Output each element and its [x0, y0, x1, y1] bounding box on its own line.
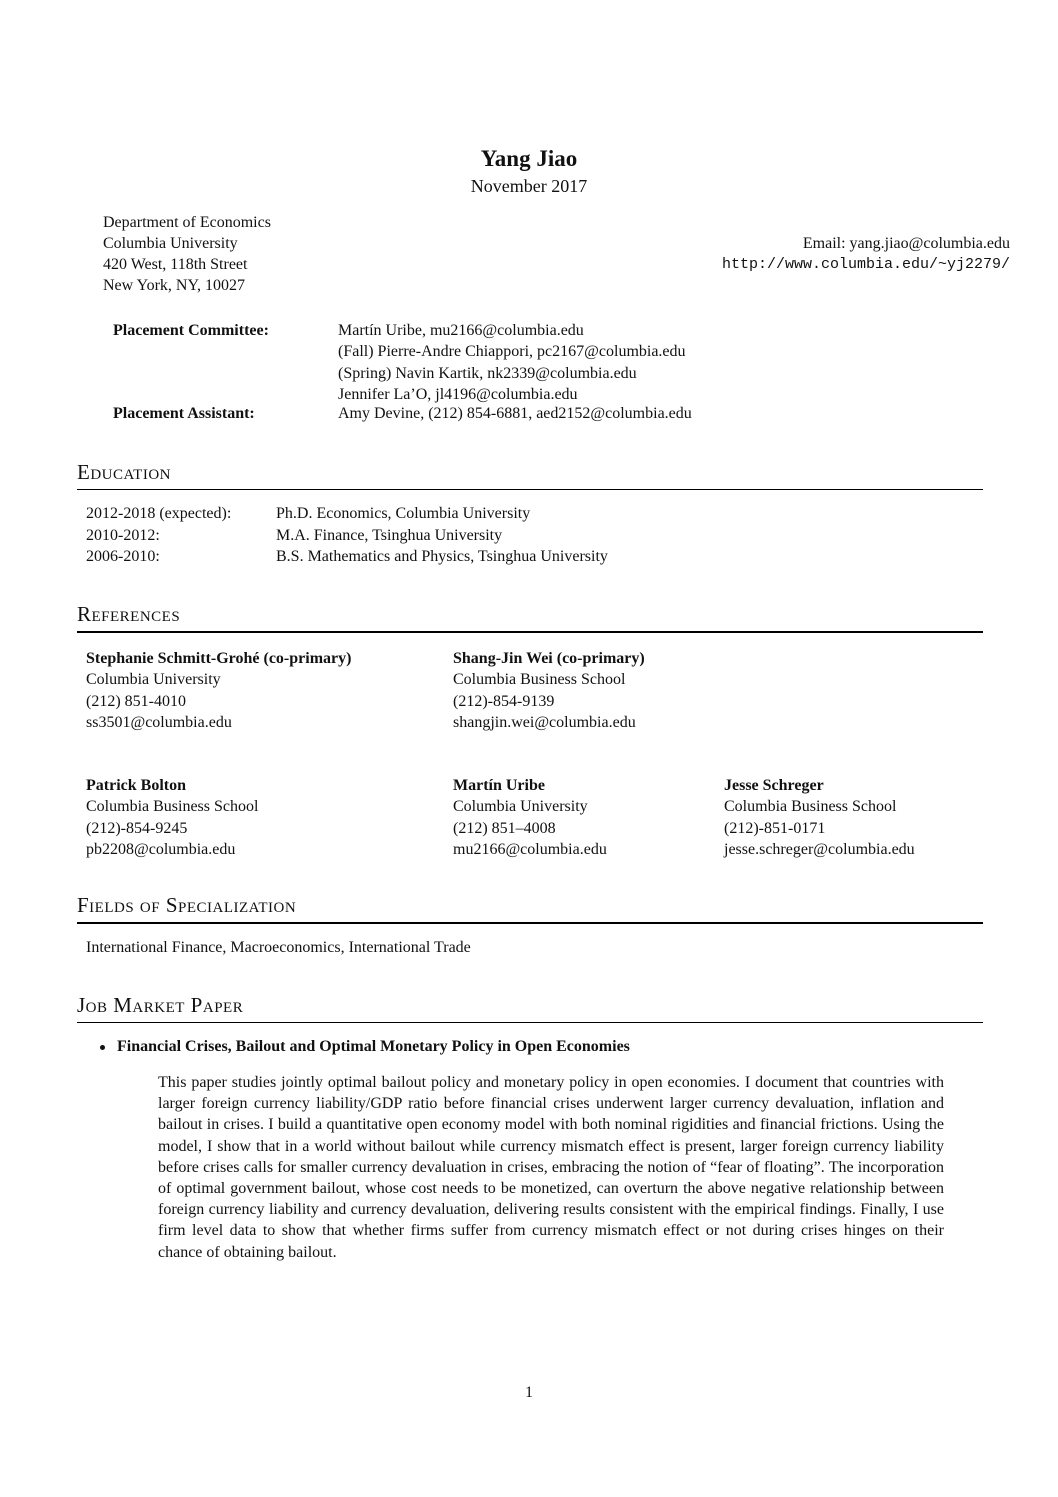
paper-title: Financial Crises, Bailout and Optimal Monetary Policy in Open Economies: [117, 1038, 630, 1055]
fields-section: [77, 892, 983, 924]
education-date: 2010-2012:: [86, 526, 160, 544]
placement-assistant: Amy Devine, (212) 854-6881, aed2152@columbia.edu: [338, 405, 692, 422]
section-title: References: [77, 602, 181, 626]
address-line: Department of Economics: [103, 214, 271, 231]
reference-affiliation: Columbia University: [86, 671, 221, 689]
reference-entry: [86, 775, 258, 860]
reference-entry: [86, 648, 351, 733]
education-list: [0, 505, 1058, 570]
reference-name: Shang-Jin Wei (co-primary): [453, 650, 645, 667]
cv-date: November 2017: [470, 176, 588, 196]
website-link[interactable]: http://www.columbia.edu/~yj2279/: [721, 256, 1010, 273]
section-rule: [77, 631, 983, 633]
reference-name: Stephanie Schmitt-Grohé (co-primary): [86, 650, 352, 667]
page-number: 1: [525, 1384, 533, 1401]
address-block: [103, 212, 271, 296]
section-title: Fields of Specialization: [77, 893, 297, 917]
reference-phone: (212)-851-0171: [724, 819, 826, 837]
section-rule: [77, 922, 983, 924]
email-link[interactable]: Email: yang.jiao@columbia.edu: [802, 235, 1010, 252]
reference-email[interactable]: shangjin.wei@columbia.edu: [453, 713, 636, 731]
education-row: [0, 505, 1058, 527]
reference-email[interactable]: jesse.schreger@columbia.edu: [724, 840, 915, 858]
placement-committee-label: Placement Committee:: [113, 322, 269, 339]
committee-member: (Fall) Pierre-Andre Chiappori, pc2167@columbia.edu: [338, 343, 686, 361]
education-degree: M.A. Finance, Tsinghua University: [276, 526, 503, 544]
paper-title-item: [100, 1038, 630, 1056]
address-line: New York, NY, 10027: [103, 277, 245, 294]
reference-affiliation: Columbia Business School: [453, 671, 626, 689]
education-degree: Ph.D. Economics, Columbia University: [276, 505, 531, 522]
committee-member: Martín Uribe, mu2166@columbia.edu: [338, 322, 584, 339]
education-degree: B.S. Mathematics and Physics, Tsinghua University: [276, 548, 608, 565]
reference-phone: (212)-854-9245: [86, 819, 188, 837]
address-line: Columbia University: [103, 235, 238, 252]
reference-entry: [453, 775, 607, 860]
education-row: [0, 527, 1058, 549]
section-title: Education: [77, 460, 171, 484]
education-date: 2006-2010:: [86, 548, 160, 565]
paper-abstract: This paper studies jointly optimal bailout policy and monetary policy in open economies. I document that countries with larger foreign currency liability/GDP ratio before financial crises underwent larger currency devaluation, inflation and bailout in crises. I build a quantitative open economy model with both nominal rigidities and financial frictions. Using the model, I show that in a world without bailout while currency mismatch effect is present, larger foreign currency liability before crises calls for smaller currency devaluation in crises, embracing the notion of “fear of floating”. The incorporation of optimal government bailout, whose cost needs to be monetized, can overturn the above negative relationship between foreign currency liability and currency devaluation, delivering results consistent with the empirical findings. Finally, I use firm level data to show that whether firms suffer from currency mismatch effect or not during crises hinges on their chance of obtaining bailout.: [158, 1074, 944, 1261]
reference-affiliation: Columbia Business School: [86, 798, 259, 816]
reference-phone: (212)-854-9139: [453, 692, 555, 710]
bullet-icon: [100, 1045, 105, 1050]
education-date: 2012-2018 (expected):: [86, 505, 232, 522]
contact-block: [722, 233, 1010, 275]
section-title: Job Market Paper: [77, 993, 244, 1017]
committee-member: (Spring) Navin Kartik, nk2339@columbia.edu: [338, 364, 637, 382]
reference-name: Martín Uribe: [453, 777, 545, 794]
section-rule: [77, 1022, 983, 1023]
reference-entry: [724, 775, 915, 860]
reference-affiliation: Columbia Business School: [724, 798, 897, 816]
reference-name: Jesse Schreger: [724, 777, 824, 794]
placement-assistant-label: Placement Assistant:: [113, 405, 255, 422]
job-market-paper-section: [77, 992, 983, 1023]
cv-name: Yang Jiao: [480, 146, 578, 171]
reference-phone: (212) 851-4010: [86, 692, 186, 710]
reference-affiliation: Columbia University: [453, 798, 588, 816]
education-section: [77, 459, 983, 490]
placement-committee-list: [338, 320, 686, 406]
references-section: [77, 601, 983, 633]
reference-email[interactable]: mu2166@columbia.edu: [453, 840, 607, 858]
section-rule: [77, 489, 983, 490]
committee-member: Jennifer La’O, jl4196@columbia.edu: [338, 386, 578, 404]
reference-email[interactable]: ss3501@columbia.edu: [86, 713, 232, 731]
reference-entry: [453, 648, 645, 733]
reference-email[interactable]: pb2208@columbia.edu: [86, 840, 236, 858]
address-line: 420 West, 118th Street: [103, 256, 248, 273]
education-row: [0, 548, 1058, 570]
fields-text: International Finance, Macroeconomics, International Trade: [86, 939, 471, 956]
reference-phone: (212) 851–4008: [453, 819, 556, 837]
reference-name: Patrick Bolton: [86, 777, 186, 794]
